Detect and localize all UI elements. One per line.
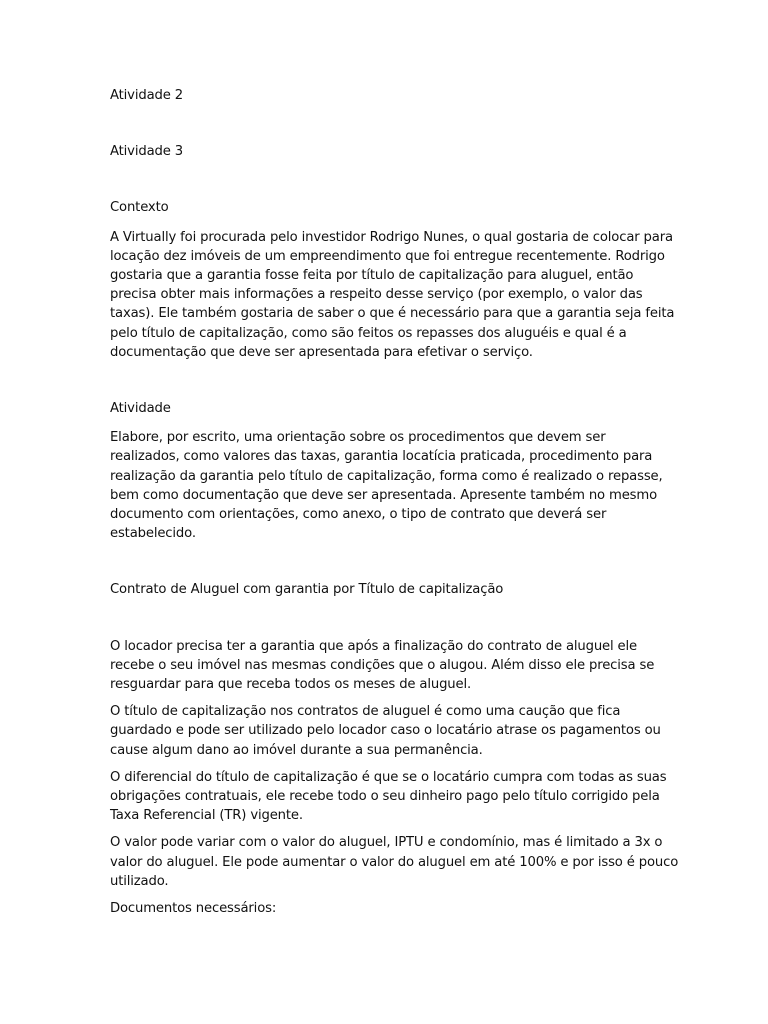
atividade-line: documento com orientações, como anexo, o tipo de contrato que deverá ser (110, 507, 607, 523)
contexto-line: A Virtually foi procurada pelo investidor Rodrigo Nunes, o qual gostaria de colocar para (110, 229, 673, 245)
contexto-line: locação dez imóveis de um empreendimento que foi entregue recentemente. Rodrigo (110, 248, 665, 264)
atividade-line: bem como documentação que deve ser apresentada. Apresente também no mesmo (110, 487, 658, 503)
paragraph-line: O valor pode variar com o valor do aluguel, IPTU e condomínio, mas é limitado a 3x o (110, 835, 663, 851)
heading-atividade-3: Atividade 3 (110, 144, 183, 160)
paragraph-line: valor do aluguel. Ele pode aumentar o valor do aluguel em até 100% e por isso é pouco (110, 854, 679, 870)
contexto-paragraph (110, 228, 675, 362)
contrato-paragraph-4 (110, 833, 679, 891)
atividade-paragraph (110, 428, 663, 543)
paragraph-line: cause algum dano ao imóvel durante a sua permanência. (110, 742, 483, 758)
contexto-line: documentação que deve ser apresentada para efetivar o serviço. (110, 344, 533, 360)
paragraph-line: O locador precisa ter a garantia que após a finalização do contrato de aluguel ele (110, 638, 637, 654)
paragraph-line: utilizado. (110, 873, 169, 889)
paragraph-line: recebe o seu imóvel nas mesmas condições que o alugou. Além disso ele precisa se (110, 657, 655, 673)
paragraph-line: O título de capitalização nos contratos de aluguel é como uma caução que fica (110, 704, 621, 720)
contrato-paragraph-2 (110, 702, 660, 760)
contrato-paragraph-3 (110, 768, 667, 826)
paragraph-line: guardado e pode ser utilizado pelo locador caso o locatário atrase os pagamentos ou (110, 723, 661, 739)
atividade-line: realização da garantia pelo título de capitalização, forma como é realizado o repasse, (110, 468, 663, 484)
document-page (110, 86, 679, 918)
heading-contexto: Contexto (110, 200, 169, 216)
contexto-line: gostaria que a garantia fosse feita por título de capitalização para aluguel, então (110, 268, 634, 284)
contexto-line: precisa obter mais informações a respeito desse serviço (por exemplo, o valor das (110, 287, 643, 303)
contexto-line: taxas). Ele também gostaria de saber o que é necessário para que a garantia seja feita (110, 306, 675, 322)
contexto-line: pelo título de capitalização, como são feitos os repasses dos aluguéis e qual é a (110, 325, 627, 341)
heading-contrato: Contrato de Aluguel com garantia por Título de capitalização (110, 582, 504, 598)
atividade-line: Elabore, por escrito, uma orientação sobre os procedimentos que devem ser (110, 430, 606, 446)
paragraph-line: O diferencial do título de capitalização é que se o locatário cumpra com todas as suas (110, 769, 667, 785)
heading-documentos: Documentos necessários: (110, 901, 277, 917)
heading-atividade-2: Atividade 2 (110, 88, 183, 103)
paragraph-line: resguardar para que receba todos os meses de aluguel. (110, 677, 472, 693)
heading-atividade: Atividade (110, 401, 171, 417)
atividade-line: estabelecido. (110, 526, 196, 542)
paragraph-line: Taxa Referencial (TR) vigente. (110, 808, 303, 824)
paragraph-line: obrigações contratuais, ele recebe todo o seu dinheiro pago pelo título corrigido pela (110, 789, 660, 805)
contrato-paragraph-1 (110, 637, 660, 695)
atividade-line: realizados, como valores das taxas, garantia locatícia praticada, procedimento para (110, 449, 653, 465)
